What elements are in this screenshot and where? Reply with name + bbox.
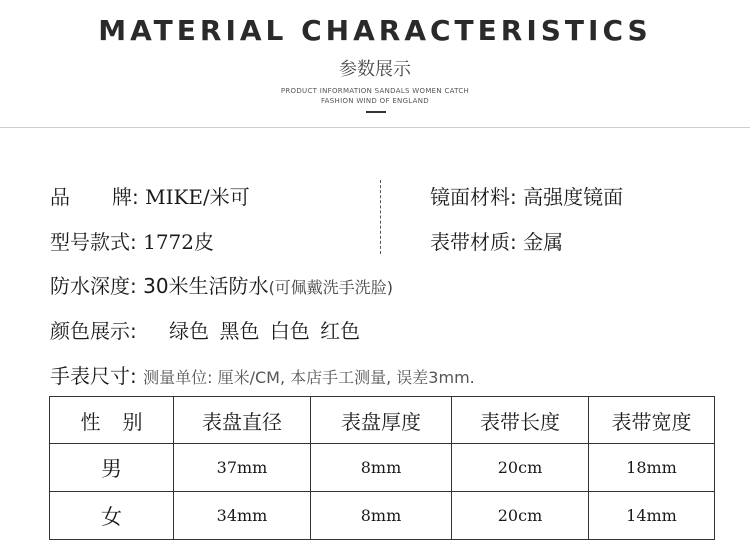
- spec-glass: [430, 181, 623, 210]
- cell-band-length: 20cm: [452, 492, 589, 540]
- cell-sex: 女: [50, 492, 174, 540]
- table-row: [50, 444, 715, 492]
- water-value: 30米生活防水: [143, 274, 269, 298]
- spec-size: [50, 360, 475, 389]
- water-label: 防水深度:: [50, 274, 137, 298]
- header-dial-thickness: 表盘厚度: [311, 397, 452, 444]
- size-label: 手表尺寸:: [50, 364, 137, 388]
- header-dial-diameter: 表盘直径: [174, 397, 311, 444]
- column-divider: [380, 180, 381, 254]
- tagline-line-1: PRODUCT INFORMATION SANDALS WOMEN CATCH: [280, 87, 470, 95]
- band-label: 表带材质:: [430, 230, 517, 254]
- header-divider: [0, 127, 750, 128]
- cell-band-width: 18mm: [589, 444, 715, 492]
- page-subtitle: 参数展示: [339, 59, 411, 80]
- color-value: 绿色 黑色 白色 红色: [169, 319, 361, 343]
- decorative-underline: [366, 111, 386, 113]
- water-note: (可佩戴洗手洗脸): [268, 278, 394, 297]
- table-row: [50, 492, 715, 540]
- size-note: 测量单位: 厘米/CM, 本店手工测量, 误差3mm.: [143, 368, 475, 387]
- cell-thickness: 8mm: [311, 492, 452, 540]
- page-title: MATERIAL CHARACTERISTICS: [98, 14, 652, 47]
- brand-label-char-2: 牌:: [112, 185, 139, 209]
- spec-model: [50, 226, 214, 255]
- cell-diameter: 37mm: [174, 444, 311, 492]
- cell-diameter: 34mm: [174, 492, 311, 540]
- header-gender: 性 别: [50, 397, 174, 444]
- spec-brand: [50, 181, 250, 210]
- color-label: 颜色展示:: [50, 319, 137, 343]
- model-value: 1772皮: [143, 230, 215, 254]
- model-label: 型号款式:: [50, 230, 137, 254]
- spec-water-resistance: [50, 270, 393, 299]
- header-band-length: 表带长度: [452, 397, 589, 444]
- tagline-line-2: FASHION WIND OF ENGLAND: [321, 97, 429, 105]
- cell-sex: 男: [50, 444, 174, 492]
- header-band-width: 表带宽度: [589, 397, 715, 444]
- spec-colors: [50, 315, 360, 344]
- glass-label: 镜面材料:: [430, 185, 517, 209]
- band-value: 金属: [523, 230, 564, 254]
- cell-thickness: 8mm: [311, 444, 452, 492]
- brand-label-char-1: 品: [50, 185, 70, 209]
- brand-value: MIKE/米可: [145, 185, 250, 209]
- header: [0, 0, 750, 128]
- glass-value: 高强度镜面: [523, 185, 624, 209]
- table-header-row: [50, 397, 715, 444]
- size-table: [49, 396, 715, 540]
- cell-band-width: 14mm: [589, 492, 715, 540]
- spec-band-material: [430, 226, 563, 255]
- cell-band-length: 20cm: [452, 444, 589, 492]
